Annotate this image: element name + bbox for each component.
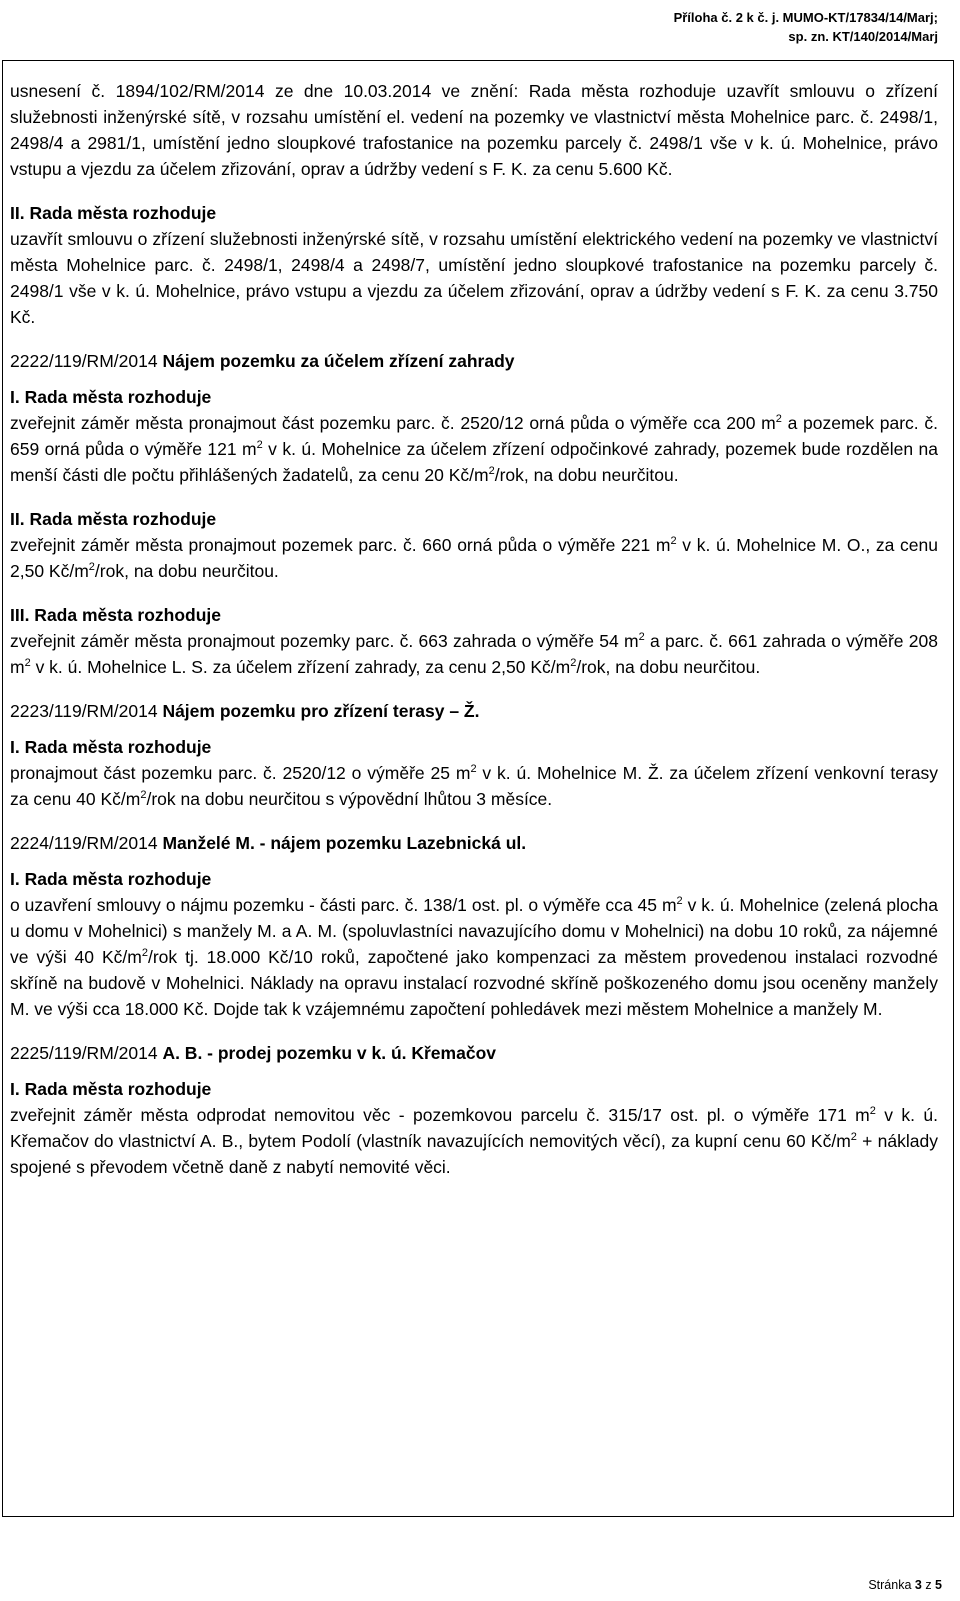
- page-number-footer: Stránka 3 z 5: [868, 1578, 942, 1592]
- section-text: zveřejnit záměr města pronajmout pozemek parc. č. 660 orná půda o výměře 221 $m^2$ v k. ú. Mohelnice M. O., za cenu 2,50 $Kč/m^2$/rok, na dobu neurčitou.: [10, 535, 939, 581]
- resolution-number: 2225/119/RM/2014: [10, 1043, 163, 1063]
- resolution-number: 2222/119/RM/2014: [10, 351, 163, 371]
- section-heading: I. Rada města rozhoduje: [10, 387, 212, 407]
- resolution-1894-text: usnesení č. 1894/102/RM/2014 ze dne 10.03.2014 ve znění: Rada města rozhoduje uzavřít smlouvu o zřízení služebnosti inženýrské sítě, v rozsahu umístění el. vedení na pozemky ve vlastnictví města Mohelnice parc. č. 2498/1, 2498/4 a 2981/1, umístění jedno sloupkové trafostanice na pozemku parcely č. 2498/1 vše v k. ú. Mohelnice, právo vstupu a vjezdu za účelem zřizování, oprav a údržby vedení s F. K. za cenu 5.600 Kč.: [10, 81, 938, 179]
- resolution-2225-title: [10, 1040, 938, 1066]
- section-heading: II. Rada města rozhoduje: [10, 509, 217, 529]
- resolution-2224-title: [10, 830, 938, 856]
- resolution-number: 2224/119/RM/2014: [10, 833, 163, 853]
- section-heading: I. Rada města rozhoduje: [10, 1079, 212, 1099]
- resolution-subject: Nájem pozemku pro zřízení terasy – Ž.: [162, 701, 480, 721]
- section-text: pronajmout část pozemku parc. č. 2520/12 o výměře 25 $m^2$ v k. ú. Mohelnice M. Ž. za účelem zřízení venkovní terasy za cenu 40 $Kč/m^2$/rok na dobu neurčitou s výpovědní lhůtou 3 měsíce.: [10, 763, 938, 809]
- reference-line-1: Příloha č. 2 k č. j. MUMO-KT/17834/14/Marj;: [673, 10, 938, 25]
- document-body: [10, 78, 938, 1180]
- section-text: uzavřít smlouvu o zřízení služebnosti inženýrské sítě, v rozsahu umístění elektrického vedení na pozemky ve vlastnictví města Mohelnice parc. č. 2498/1, 2498/4 a 2498/7, umístění jedno sloupkové trafostanice na pozemku parcely č. 2498/1 vše v k. ú. Mohelnice, právo vstupu a vjezdu za účelem zřizování, oprav a údržby vedení s F. K. za cenu 3.750 Kč.: [10, 229, 938, 327]
- section-heading: III. Rada města rozhoduje: [10, 605, 222, 625]
- resolution-2222-title: [10, 348, 938, 374]
- document-reference-header: [674, 8, 938, 46]
- resolution-subject: Nájem pozemku za účelem zřízení zahrady: [162, 351, 515, 371]
- section-text: zveřejnit záměr města pronajmout část pozemku parc. č. 2520/12 orná půda o výměře cca 200 $m^2$ a pozemek parc. č. 659 orná půda o výměře 121 $m^2$ v k. ú. Mohelnice za účelem zřízení odpočinkové zahrady, pozemek bude rozdělen na menší části dle počtu přihlášených žadatelů, za cenu 20 $Kč/m^2$/rok, na dobu neurčitou.: [10, 413, 938, 485]
- resolution-subject: Manželé M. - nájem pozemku Lazebnická ul.: [162, 833, 527, 853]
- resolution-2223-title: [10, 698, 938, 724]
- section-text: zveřejnit záměr města odprodat nemovitou věc - pozemkovou parcelu č. 315/17 ost. pl. o výměře 171 $m^2$ v k. ú. Křemačov do vlastnictví A. B., bytem Podolí (vlastník navazujících nemovitých věcí), za kupní cenu 60 $Kč/m^2$ + náklady spojené s převodem včetně daně z nabytí nemovité věci.: [10, 1105, 939, 1177]
- section-text: zveřejnit záměr města pronajmout pozemky parc. č. 663 zahrada o výměře 54 $m^2$ a parc. č. 661 zahrada o výměře 208 $m^2$ v k. ú. Mohelnice L. S. za účelem zřízení zahrady, za cenu 2,50 $Kč/m^2$/rok, na dobu neurčitou.: [10, 631, 938, 677]
- resolution-number: 2223/119/RM/2014: [10, 701, 163, 721]
- section-heading: II. Rada města rozhoduje: [10, 203, 217, 223]
- section-heading: I. Rada města rozhoduje: [10, 869, 212, 889]
- reference-line-2: sp. zn. KT/140/2014/Marj: [788, 29, 938, 44]
- resolution-subject: A. B. - prodej pozemku v k. ú. Křemačov: [162, 1043, 496, 1063]
- section-text: o uzavření smlouvy o nájmu pozemku - části parc. č. 138/1 ost. pl. o výměře cca 45 $m^2$ v k. ú. Mohelnice (zelená plocha u domu v Mohelnici) s manžely M. a A. M. (spoluvlastníci navazujícího domu v Mohelnici) na dobu 10 roků, za nájemné ve výši 40 $Kč/m^2$/rok tj. 18.000 Kč/10 roků, započtené jako kompenzaci za městem provedenou instalaci rozvodné skříně na budově v Mohelnici. Náklady na opravu instalací rozvodné skříně poškozeného domu jsou oceněny manžely M. ve výši cca 18.000 Kč. Dojde tak k vzájemnému započtení pohledávek mezi městem Mohelnice a manžely M.: [10, 895, 938, 1019]
- section-heading: I. Rada města rozhoduje: [10, 737, 212, 757]
